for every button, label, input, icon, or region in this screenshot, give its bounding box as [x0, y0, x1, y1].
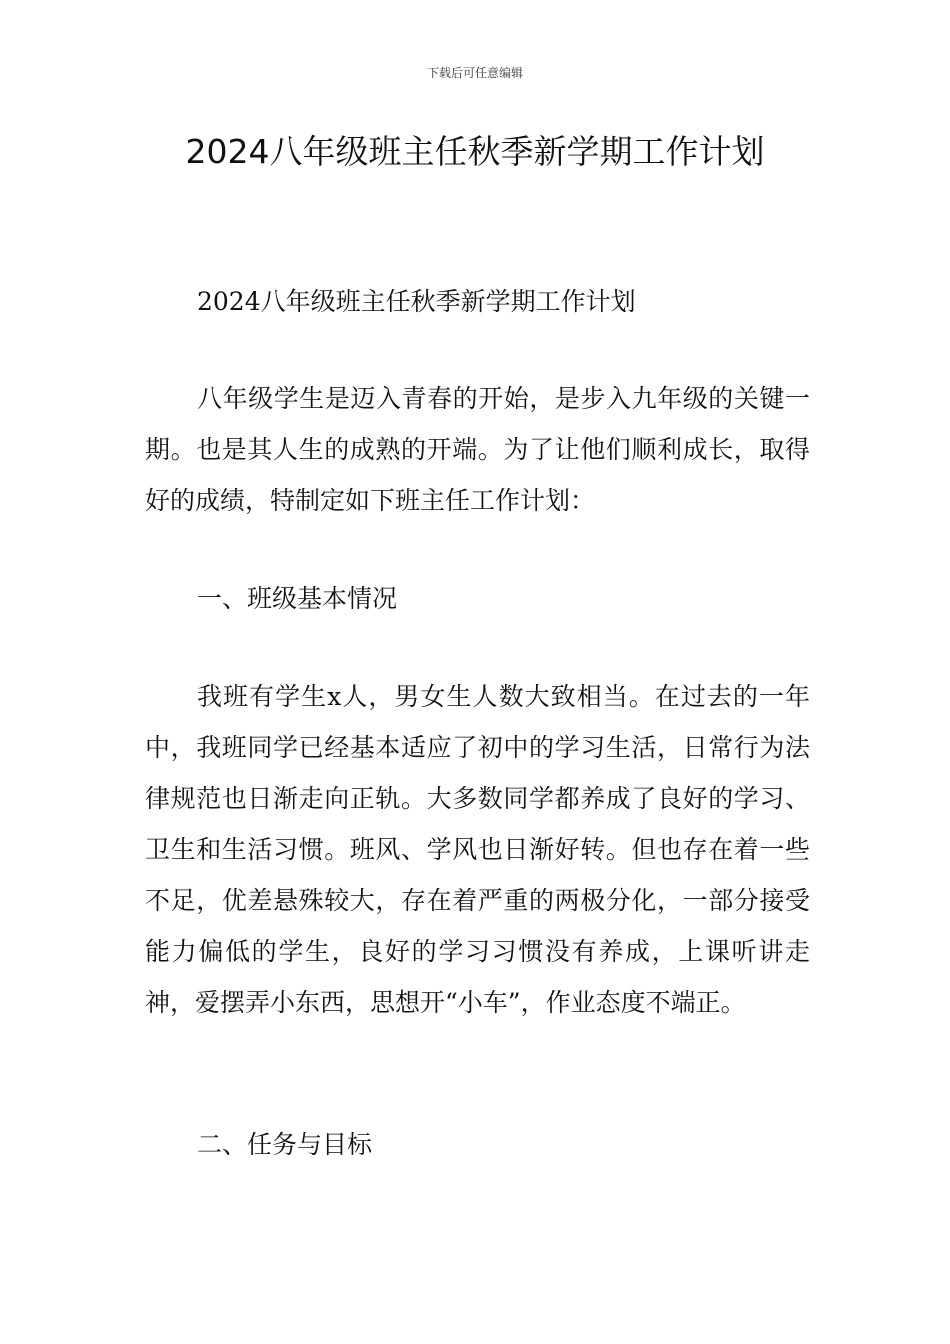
document-title: 2024八年级班主任秋季新学期工作计划: [185, 132, 765, 171]
intro-paragraph: 八年级学生是迈入青春的开始，是步入九年级的关键一期。也是其人生的成熟的开端。为了让他们顺利成长，取得好的成绩，特制定如下班主任工作计划：: [145, 384, 810, 515]
section-1-paragraph: 我班有学生x人，男女生人数大致相当。在过去的一年中，我班同学已经基本适应了初中的学习生活，日常行为法律规范也日渐走向正轨。大多数同学都养成了良好的学习、卫生和生活习惯。班风、学风也日渐好转。但也存在着一些不足，优差悬殊较大，存在着严重的两极分化，一部分接受能力偏低的学生，良好的学习习惯没有养成，上课听讲走神，爱摆弄小东西，思想开“小车”，作业态度不端正。: [145, 682, 810, 1017]
section-heading-1: 一、班级基本情况: [197, 584, 398, 613]
section-heading-2: 二、任务与目标: [197, 1130, 373, 1159]
header-note: 下载后可任意编辑: [426, 66, 523, 80]
document-subtitle: 2024八年级班主任秋季新学期工作计划: [197, 287, 636, 316]
